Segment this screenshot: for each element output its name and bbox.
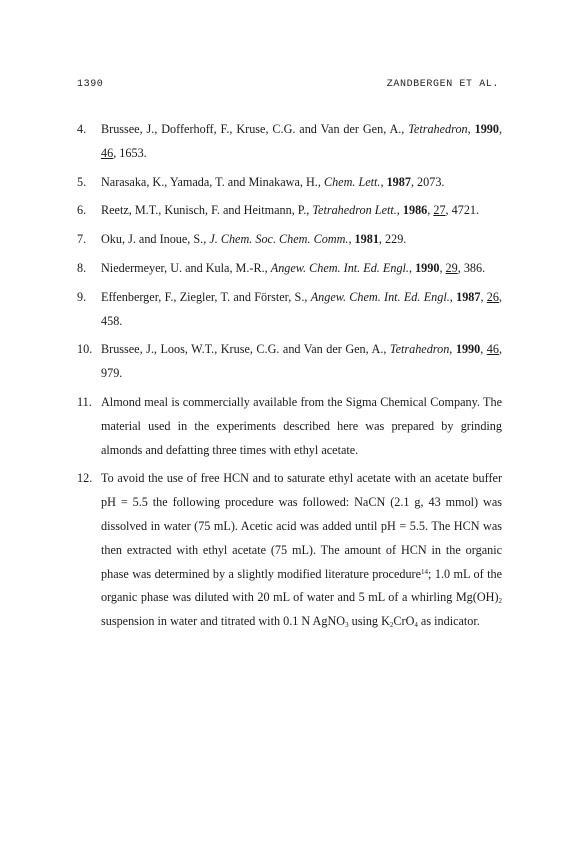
reference-text-run: , (427, 203, 434, 218)
reference-text-run: 1990 (455, 342, 481, 357)
reference-text-run: , (449, 289, 457, 304)
reference-number: 4. (77, 122, 87, 136)
reference-text-run: To avoid the use of free HCN and to saturate ethyl acetate with an acetate buffer pH = 5.5 the following procedure was followed: NaCN (2.1 g, 43 mmol) was dissolved in water (75 mL). Acetic acid was added until pH = 5.5. The HCN was then extracted with ethyl acetate (75 mL). The amount of HCN in the organic phase was determined by a slightly modified literature procedure (101, 471, 502, 581)
reference-text-run: Angew. Chem. Int. Ed. Engl. (310, 289, 450, 304)
reference-text-run: Effenberger, F., Ziegler, T. and Förster, S., (101, 289, 311, 304)
reference-list (77, 118, 502, 639)
reference-text-run: , (380, 174, 387, 189)
reference-text-run: Reetz, M.T., Kunisch, F. and Heitmann, P., (101, 203, 313, 218)
reference-text-run: 3 (345, 621, 349, 630)
reference-item (77, 228, 502, 252)
reference-item (77, 199, 502, 223)
reference-text-run: 1987 (456, 289, 481, 304)
reference-text (101, 338, 502, 386)
reference-text-run: 1981 (354, 232, 379, 247)
reference-text-run: Almond meal is commercially available from the Sigma Chemical Company. The material used in the experiments described here was prepared by grinding almonds and defatting three times with ethyl acetate. (101, 394, 502, 457)
reference-text-run: , (348, 232, 355, 247)
reference-text-run: 26 (486, 289, 499, 304)
reference-item (77, 391, 502, 462)
reference-number: 6. (77, 203, 87, 218)
reference-text-run: 14 (421, 567, 429, 576)
reference-text-run: 46 (101, 145, 114, 160)
reference-text-run: Chem. Lett. (323, 174, 381, 189)
reference-text (101, 467, 502, 634)
reference-text-run: , (480, 342, 487, 357)
reference-text-run: 29 (445, 260, 458, 275)
reference-text-run: , (498, 122, 503, 136)
reference-text-run: Tetrahedron (389, 342, 450, 357)
reference-text-run: 46 (486, 342, 499, 357)
reference-text-run: 2 (498, 597, 502, 606)
reference-text-run: Tetrahedron Lett. (312, 203, 397, 218)
reference-text-run: , 4721. (445, 203, 480, 218)
reference-text-run: Niedermeyer, U. and Kula, M.-R., (101, 260, 271, 275)
reference-text-run: Angew. Chem. Int. Ed. Engl. (270, 260, 409, 275)
reference-text-run: , (449, 342, 456, 357)
reference-text-run: , (480, 289, 487, 304)
reference-text (101, 171, 502, 195)
reference-number: 5. (77, 174, 87, 189)
reference-text (101, 286, 502, 334)
reference-number: 10. (77, 342, 93, 357)
reference-text (101, 257, 502, 281)
reference-text-run: Narasaka, K., Yamada, T. and Minakawa, H., (101, 174, 324, 189)
reference-text-run: as indicator. (417, 614, 480, 629)
reference-number: 8. (77, 260, 87, 275)
reference-item (77, 118, 502, 166)
reference-text-run: J. Chem. Soc. Chem. Comm. (209, 232, 349, 247)
reference-text-run: Brussee, J., Loos, W.T., Kruse, C.G. and Van der Gen, A., (101, 342, 390, 357)
reference-text-run: , 458. (101, 289, 503, 328)
reference-item (77, 257, 502, 281)
reference-item (77, 338, 502, 386)
reference-text-run: 2 (389, 621, 394, 630)
reference-text-run: , 979. (101, 342, 503, 381)
reference-text-run: using K (348, 614, 390, 629)
reference-text-run: , (396, 203, 403, 218)
reference-text-run: suspension in water and titrated with 0.1 N AgNO (101, 614, 346, 629)
reference-text-run: , 1653. (113, 145, 147, 160)
reference-number: 9. (77, 289, 87, 304)
reference-item (77, 286, 502, 334)
reference-text-run: 4 (414, 621, 418, 630)
reference-text (101, 118, 502, 166)
reference-text-run: Oku, J. and Inoue, S., (101, 232, 210, 247)
reference-number: 7. (77, 232, 87, 247)
reference-text-run: Brussee, J., Dofferhoff, F., Kruse, C.G. and Van der Gen, A., (101, 122, 409, 136)
reference-text-run: 1987 (386, 174, 411, 189)
reference-text-run: , (439, 260, 446, 275)
reference-text (101, 199, 502, 223)
reference-text-run: , (467, 122, 475, 136)
reference-text-run: , 386. (457, 260, 486, 275)
reference-text (101, 228, 502, 252)
reference-text-run: ; 1.0 mL of the organic phase was diluted with 20 mL of water and 5 mL of a whirling Mg(OH) (101, 566, 502, 605)
reference-text-run: Tetrahedron (408, 122, 468, 136)
reference-text-run: CrO (393, 614, 415, 629)
page-number: 1390 (77, 79, 104, 90)
running-head: ZANDBERGEN ET AL. (386, 79, 499, 90)
reference-text-run: , 229. (378, 232, 407, 247)
reference-text-run: , 2073. (410, 174, 445, 189)
reference-number: 12. (77, 471, 93, 486)
reference-text-run: 1986 (402, 203, 428, 218)
reference-text-run: 1990 (415, 260, 440, 275)
reference-text-run: 1990 (474, 122, 499, 136)
page-header (77, 79, 499, 93)
reference-item (77, 467, 502, 634)
reference-item (77, 171, 502, 195)
reference-text-run: 27 (433, 203, 446, 218)
reference-number: 11. (77, 394, 92, 409)
reference-text (101, 391, 502, 462)
reference-text-run: , (408, 260, 416, 275)
